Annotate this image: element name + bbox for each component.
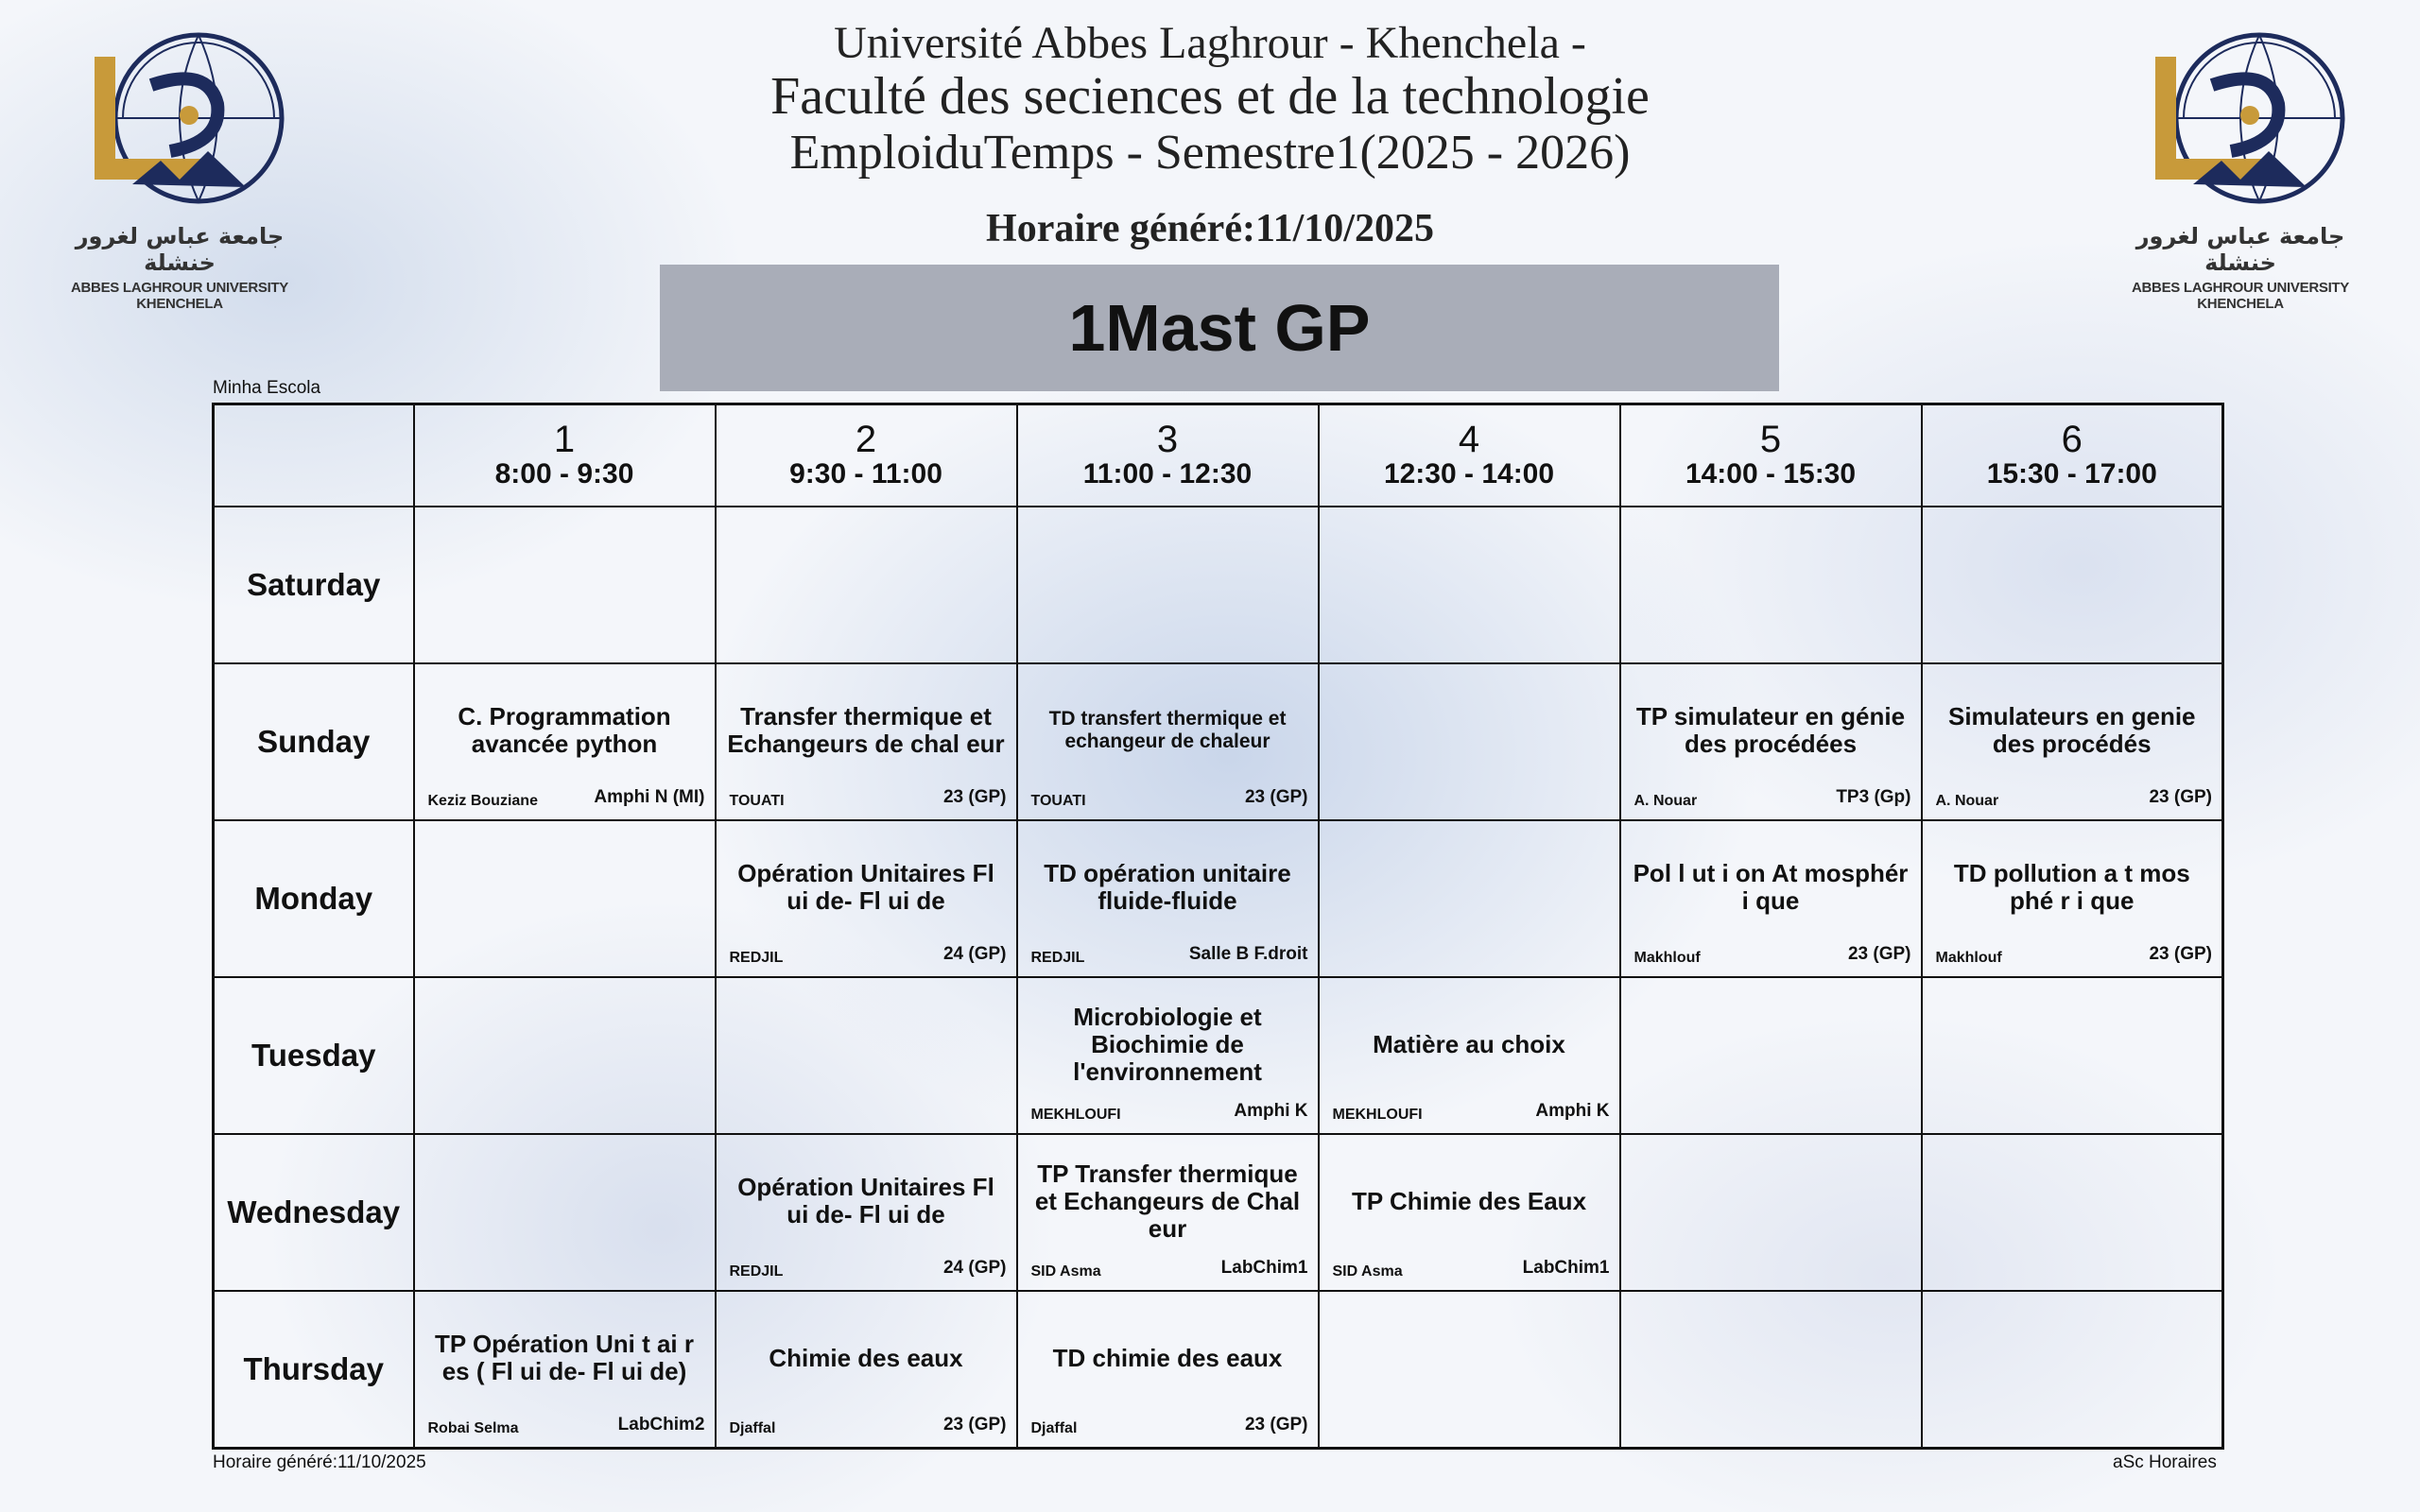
logo-caption: ABBES LAGHROUR UNIVERSITY KHENCHELA	[2131, 280, 2350, 312]
footer-generated: Horaire généré:11/10/2025	[213, 1452, 426, 1472]
lesson-teacher: REDJIL	[729, 1263, 784, 1280]
lesson-subject: TD chimie des eaux	[1052, 1343, 1283, 1372]
lesson-subject: Opération Unitaires Fl ui de- Fl ui de	[737, 859, 994, 915]
period-number: 2	[855, 419, 877, 460]
day-label: Sunday	[214, 663, 414, 820]
lesson-cell[interactable]	[414, 663, 716, 820]
period-header-5	[1620, 404, 1922, 507]
lesson-cell[interactable]	[716, 1291, 1017, 1449]
lesson-cell[interactable]	[1017, 977, 1319, 1134]
lesson-room: LabChim1	[1220, 1258, 1308, 1278]
empty-cell	[1922, 977, 2223, 1134]
empty-cell	[1620, 507, 1922, 663]
lesson-room: 23 (GP)	[2149, 787, 2212, 807]
day-row-sunday	[214, 663, 2223, 820]
lesson-room: 23 (GP)	[942, 787, 1007, 807]
empty-cell	[1922, 1291, 2223, 1449]
lesson-cell[interactable]	[1017, 820, 1319, 977]
day-label: Wednesday	[214, 1134, 414, 1291]
lesson-cell[interactable]	[1319, 1134, 1620, 1291]
lesson-room: 23 (GP)	[942, 1415, 1007, 1435]
empty-cell	[414, 1134, 716, 1291]
period-time: 14:00 - 15:30	[1685, 458, 1857, 490]
empty-cell	[1017, 507, 1319, 663]
period-header-row	[214, 404, 2223, 507]
lesson-cell[interactable]	[1922, 663, 2223, 820]
lesson-subject: TP simulateur en génie des procédées	[1635, 702, 1906, 758]
empty-cell	[1922, 1134, 2223, 1291]
logo-arabic-text: جامعة عباس لغرور خنشلة	[2135, 223, 2345, 276]
period-time: 11:00 - 12:30	[1082, 458, 1253, 490]
lesson-subject: TD opération unitaire fluide-fluide	[1044, 859, 1291, 915]
lesson-teacher: REDJIL	[729, 950, 784, 966]
lesson-subject: TP Opération Uni t ai r es ( Fl ui de- Fl ui de)	[434, 1330, 694, 1385]
lesson-teacher: SID Asma	[1030, 1263, 1101, 1280]
lesson-cell[interactable]	[716, 663, 1017, 820]
lesson-teacher: Robai Selma	[427, 1420, 519, 1436]
day-label: Monday	[214, 820, 414, 977]
day-label: Tuesday	[214, 977, 414, 1134]
day-row-monday	[214, 820, 2223, 977]
day-row-wednesday	[214, 1134, 2223, 1291]
lesson-teacher: Makhlouf	[1634, 950, 1701, 966]
lesson-teacher: Djaffal	[729, 1420, 776, 1436]
lesson-subject: TP Transfer thermique et Echangeurs de Chal eur	[1034, 1159, 1301, 1243]
logo-arabic-text: جامعة عباس لغرور خنشلة	[75, 223, 285, 276]
lesson-room: 24 (GP)	[942, 944, 1007, 964]
period-number: 4	[1458, 419, 1480, 460]
lesson-room: 23 (GP)	[1244, 1415, 1308, 1435]
empty-cell	[1319, 820, 1620, 977]
lesson-subject: TD pollution a t mos phé r i que	[1953, 859, 2190, 915]
corner-cell	[214, 404, 414, 507]
lesson-room: 23 (GP)	[1244, 787, 1308, 807]
school-name: Minha Escola	[213, 378, 321, 398]
lesson-teacher: A. Nouar	[1935, 793, 1999, 809]
period-header-6	[1922, 404, 2223, 507]
empty-cell	[414, 977, 716, 1134]
lesson-teacher: Djaffal	[1030, 1420, 1078, 1436]
lesson-subject: Opération Unitaires Fl ui de- Fl ui de	[737, 1173, 994, 1228]
day-label: Thursday	[214, 1291, 414, 1449]
day-row-saturday	[214, 507, 2223, 663]
lesson-room: LabChim1	[1522, 1258, 1610, 1278]
lesson-subject: TP Chimie des Eaux	[1351, 1186, 1587, 1215]
lesson-cell[interactable]	[1620, 820, 1922, 977]
empty-cell	[716, 507, 1017, 663]
lesson-subject: Matière au choix	[1373, 1029, 1565, 1058]
lesson-room: 23 (GP)	[2149, 944, 2212, 964]
lesson-cell[interactable]	[414, 1291, 716, 1449]
empty-cell	[1620, 977, 1922, 1134]
period-number: 3	[1156, 419, 1179, 460]
lesson-teacher: Makhlouf	[1935, 950, 2002, 966]
period-time: 9:30 - 11:00	[789, 458, 942, 490]
lesson-room: Amphi K	[1535, 1101, 1610, 1121]
lesson-cell[interactable]	[1017, 663, 1319, 820]
period-time: 15:30 - 17:00	[1986, 458, 2157, 490]
faculty-name: Faculté des seciences et de la technologie	[770, 67, 1650, 126]
logo-caption: ABBES LAGHROUR UNIVERSITY KHENCHELA	[70, 280, 289, 312]
period-header-1	[414, 404, 716, 507]
lesson-cell[interactable]	[716, 1134, 1017, 1291]
timetable-title: EmploiduTemps - Semestre1(2025 - 2026)	[789, 126, 1631, 180]
period-header-3	[1017, 404, 1319, 507]
lesson-subject: Transfer thermique et Echangeurs de chal eur	[727, 702, 1005, 758]
empty-cell	[1620, 1291, 1922, 1449]
footer-software: aSc Horaires	[2113, 1452, 2217, 1472]
period-number: 1	[553, 419, 576, 460]
lesson-subject: Chimie des eaux	[769, 1343, 963, 1372]
lesson-cell[interactable]	[716, 820, 1017, 977]
university-name: Université Abbes Laghrour - Khenchela -	[834, 18, 1586, 68]
lesson-cell[interactable]	[1620, 663, 1922, 820]
lesson-subject: C. Programmation avancée python	[458, 702, 671, 758]
lesson-subject: Pol l ut i on At mosphér i que	[1633, 859, 1909, 915]
lesson-teacher: A. Nouar	[1634, 793, 1698, 809]
lesson-teacher: MEKHLOUFI	[1030, 1107, 1121, 1123]
lesson-teacher: MEKHLOUFI	[1332, 1107, 1423, 1123]
lesson-room: Salle B F.droit	[1188, 944, 1308, 964]
empty-cell	[1319, 1291, 1620, 1449]
day-row-thursday	[214, 1291, 2223, 1449]
generated-date: Horaire généré:11/10/2025	[986, 207, 1434, 250]
empty-cell	[716, 977, 1017, 1134]
day-label: Saturday	[214, 507, 414, 663]
empty-cell	[1620, 1134, 1922, 1291]
lesson-room: Amphi K	[1234, 1101, 1308, 1121]
period-time: 8:00 - 9:30	[494, 458, 634, 490]
empty-cell	[1922, 507, 2223, 663]
lesson-room: 24 (GP)	[942, 1258, 1007, 1278]
lesson-cell[interactable]	[1017, 1134, 1319, 1291]
day-row-tuesday	[214, 977, 2223, 1134]
period-header-2	[716, 404, 1017, 507]
lesson-cell[interactable]	[1319, 977, 1620, 1134]
empty-cell	[414, 820, 716, 977]
empty-cell	[414, 507, 716, 663]
lesson-room: TP3 (Gp)	[1836, 787, 1911, 807]
lesson-subject: TD transfert thermique et echangeur de chaleur	[1048, 708, 1287, 752]
lesson-subject: Simulateurs en genie des procédés	[1947, 702, 2196, 758]
lesson-cell[interactable]	[1017, 1291, 1319, 1449]
lesson-teacher: TOUATI	[729, 793, 785, 809]
lesson-room: Amphi N (MI)	[594, 787, 705, 807]
lesson-teacher: Keziz Bouziane	[427, 793, 538, 809]
lesson-teacher: REDJIL	[1030, 950, 1085, 966]
lesson-teacher: SID Asma	[1332, 1263, 1403, 1280]
lesson-teacher: TOUATI	[1030, 793, 1086, 809]
period-number: 6	[2061, 419, 2083, 460]
class-name-banner: 1Mast GP	[660, 265, 1779, 391]
period-header-4	[1319, 404, 1620, 507]
lesson-subject: Microbiologie et Biochimie de l'environnement	[1073, 1002, 1262, 1086]
period-time: 12:30 - 14:00	[1383, 458, 1555, 490]
empty-cell	[1319, 663, 1620, 820]
lesson-room: 23 (GP)	[1847, 944, 1911, 964]
timetable-grid	[212, 403, 2224, 1450]
lesson-cell[interactable]	[1922, 820, 2223, 977]
lesson-room: LabChim2	[617, 1415, 705, 1435]
period-number: 5	[1759, 419, 1782, 460]
empty-cell	[1319, 507, 1620, 663]
